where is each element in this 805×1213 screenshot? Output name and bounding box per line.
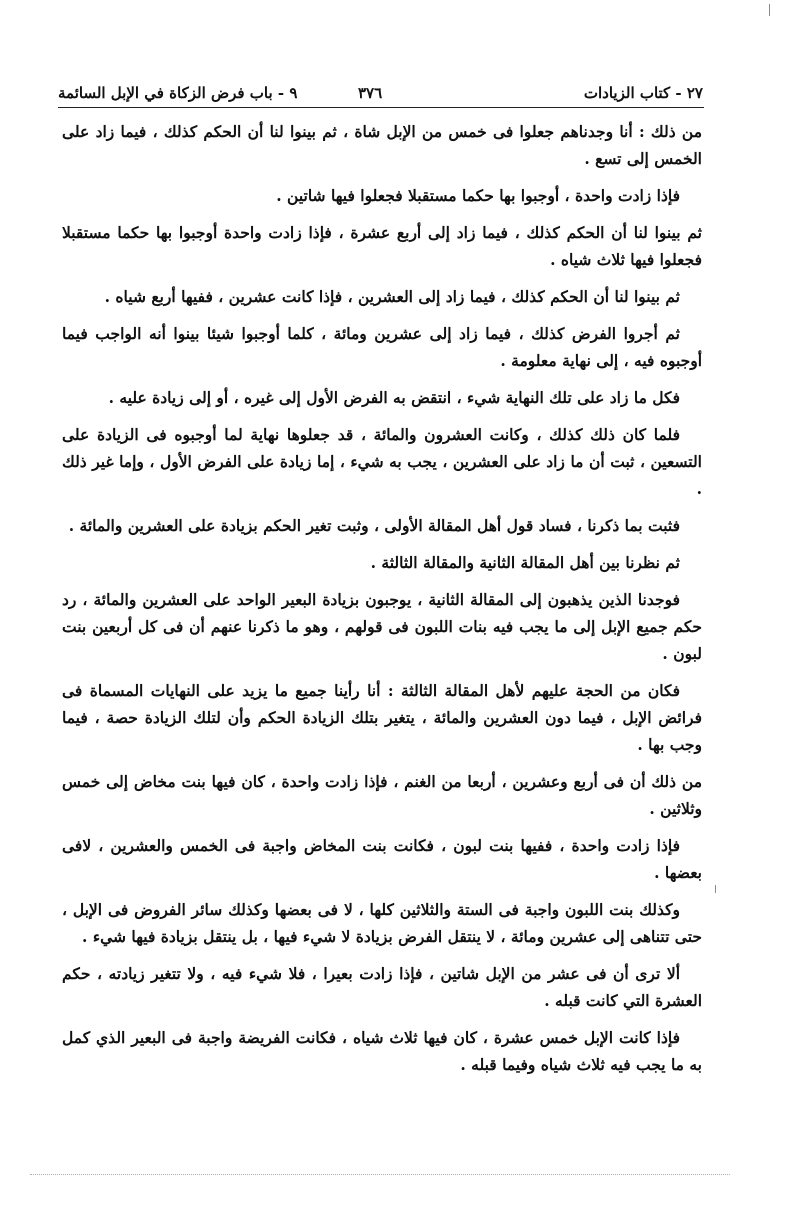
header-divider bbox=[58, 107, 704, 108]
paragraph: فوجدنا الذين يذهبون إلى المقالة الثانية ، يوجبون بزيادة البعير الواحد على العشرين والمائة ، رد حكم جميع الإبل إلى ما يجب فيه بنات اللبون فى قولهم ، وهو ما ذكرنا عنهم أن فى كل أربعين بنت لبون . bbox=[62, 590, 702, 663]
scan-mark bbox=[769, 4, 770, 16]
paragraph: فإذا زادت واحدة ، ففيها بنت لبون ، فكانت بنت المخاض واجبة فى الخمس والعشرين ، لافى بعضها . bbox=[62, 836, 702, 882]
paragraph: ألا ترى أن فى عشر من الإبل شاتين ، فإذا زادت بعيرا ، فلا شيء فيه ، ولا تتغير زيادته ، حكم العشرة التي كانت قبله . bbox=[62, 964, 702, 1010]
paragraph: فلما كان ذلك كذلك ، وكانت العشرون والمائة ، قد جعلوها نهاية لما أوجبوه فى الزيادة على التسعين ، ثبت أن ما زاد على العشرين ، يجب به شيء ، إما زيادة على الفرض الأول ، وإما غير ذلك . bbox=[62, 425, 702, 498]
paragraph: ثم نظرنا بين أهل المقالة الثانية والمقالة الثالثة . bbox=[370, 553, 680, 572]
paragraph: وكذلك بنت اللبون واجبة فى الستة والثلاثين كلها ، لا فى بعضها وكذلك سائر الفروض فى الإبل ، حتى تتناهى إلى عشرين ومائة ، لا ينتقل الفرض بزيادة لا شيء فيها ، بل ينتقل بزيادة فيها شيء . bbox=[62, 900, 702, 946]
paragraph: فإذا زادت واحدة ، أوجبوا بها حكما مستقبلا فجعلوا فيها شاتين . bbox=[276, 186, 680, 205]
page-header bbox=[58, 76, 703, 106]
paragraph: ثم بينوا لنا أن الحكم كذلك ، فيما زاد إلى العشرين ، فإذا كانت عشرين ، ففيها أربع شياه . bbox=[104, 287, 680, 306]
scan-edge-line bbox=[30, 1174, 730, 1175]
page-body bbox=[62, 118, 702, 1088]
paragraph: ثم أجروا الفرض كذلك ، فيما زاد إلى عشرين ومائة ، كلما أوجبوا شيئا بينوا أنه الواجب فيما أوجبوه فيه ، إلى نهاية معلومة . bbox=[62, 324, 702, 370]
section-title: ٩ - باب فرض الزكاة في الإبل السائمة bbox=[58, 84, 298, 102]
paragraph: من ذلك : أنا وجدناهم جعلوا فى خمس من الإبل شاة ، ثم بينوا لنا أن الحكم كذلك ، فيما زاد على الخمس إلى تسع . bbox=[62, 122, 702, 168]
paragraph: فكان من الحجة عليهم لأهل المقالة الثالثة : أنا رأينا جميع ما يزيد على النهايات المسماة فى فرائض الإبل ، فيما دون العشرين والمائة ، يتغير بتلك الزيادة الحكم وأن لتلك الزيادة حصة ، فيما وجب بها . bbox=[62, 681, 702, 754]
margin-mark bbox=[715, 885, 716, 893]
paragraph: من ذلك أن فى أربع وعشرين ، أربعا من الغنم ، فإذا زادت واحدة ، كان فيها بنت مخاض إلى خمس وثلاثين . bbox=[62, 772, 702, 818]
chapter-title: ٢٧ - كتاب الزيادات bbox=[583, 84, 703, 102]
paragraph: ثم بينوا لنا أن الحكم كذلك ، فيما زاد إلى أربع عشرة ، فإذا زادت واحدة أوجبوا بها حكما مستقبلا فجعلوا فيها ثلاث شياه . bbox=[62, 223, 702, 269]
page-number: ٣٧٦ bbox=[358, 84, 383, 102]
paragraph: فثبت بما ذكرنا ، فساد قول أهل المقالة الأولى ، وثبت تغير الحكم بزيادة على العشرين والمائة . bbox=[68, 516, 680, 535]
paragraph: فإذا كانت الإبل خمس عشرة ، كان فيها ثلاث شياه ، فكانت الفريضة واجبة فى البعير الذي كمل به ما يجب فيه ثلاث شياه وفيما قبله . bbox=[62, 1028, 702, 1074]
paragraph: فكل ما زاد على تلك النهاية شيء ، انتقض به الفرض الأول إلى غيره ، أو إلى زيادة عليه . bbox=[108, 388, 680, 407]
